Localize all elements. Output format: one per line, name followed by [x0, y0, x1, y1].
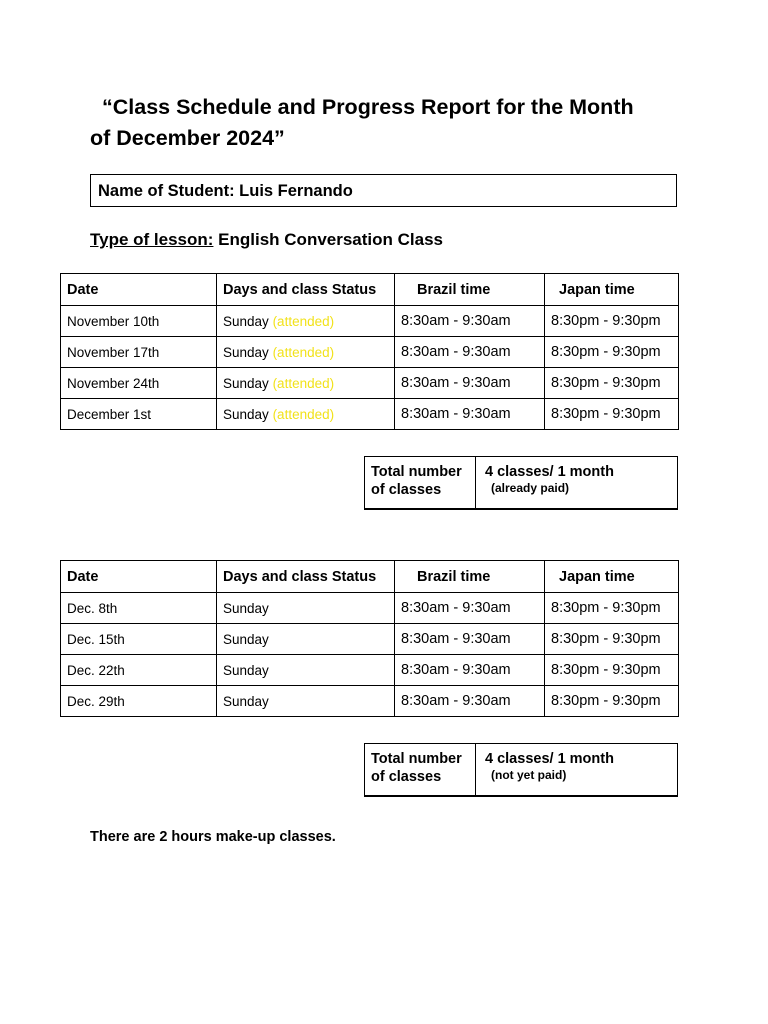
total-label-line2: of classes [371, 769, 442, 785]
cell-day: Sunday [217, 686, 395, 717]
table-row [61, 368, 679, 399]
cell-day: Sunday [223, 313, 269, 329]
cell-brazil-time: 8:30am - 9:30am [395, 686, 545, 717]
schedule-table-november [60, 273, 679, 430]
table-row [61, 593, 679, 624]
report-title-line1: “Class Schedule and Progress Report for the Month [102, 95, 634, 119]
total-label-line1: Total number [371, 464, 462, 480]
cell-brazil-time: 8:30am - 9:30am [395, 624, 545, 655]
cell-japan-time: 8:30pm - 9:30pm [545, 368, 679, 399]
cell-brazil-time: 8:30am - 9:30am [395, 593, 545, 624]
cell-date: Dec. 8th [61, 593, 217, 624]
status-attended: (attended) [272, 344, 335, 360]
cell-date: November 17th [61, 337, 217, 368]
cell-date: November 24th [61, 368, 217, 399]
header-date: Date [61, 274, 217, 306]
header-date: Date [61, 561, 217, 593]
total-label-line2: of classes [371, 482, 442, 498]
header-brazil-time: Brazil time [395, 274, 545, 306]
cell-date: Dec. 15th [61, 624, 217, 655]
lesson-type-value: English Conversation Class [213, 230, 443, 249]
table-header-row [61, 561, 679, 593]
cell-japan-time: 8:30pm - 9:30pm [545, 686, 679, 717]
header-japan-time: Japan time [545, 274, 679, 306]
cell-date: December 1st [61, 399, 217, 430]
cell-japan-time: 8:30pm - 9:30pm [545, 337, 679, 368]
total-classes-box-november [364, 456, 678, 510]
cell-day-status [217, 399, 395, 430]
total-value [476, 744, 614, 795]
header-brazil-time: Brazil time [395, 561, 545, 593]
cell-japan-time: 8:30pm - 9:30pm [545, 593, 679, 624]
cell-brazil-time: 8:30am - 9:30am [395, 399, 545, 430]
table-row [61, 655, 679, 686]
lesson-type-label: Type of lesson: [90, 230, 214, 249]
lesson-type [90, 230, 443, 250]
total-count: 4 classes/ 1 month [485, 751, 614, 767]
cell-date: Dec. 29th [61, 686, 217, 717]
cell-japan-time: 8:30pm - 9:30pm [545, 624, 679, 655]
header-japan-time: Japan time [545, 561, 679, 593]
table-header-row [61, 274, 679, 306]
cell-day: Sunday [217, 593, 395, 624]
cell-day-status [217, 306, 395, 337]
total-label-line1: Total number [371, 751, 462, 767]
cell-day-status [217, 337, 395, 368]
cell-date: Dec. 22th [61, 655, 217, 686]
cell-brazil-time: 8:30am - 9:30am [395, 368, 545, 399]
total-value [476, 457, 614, 508]
status-attended: (attended) [272, 406, 335, 422]
cell-brazil-time: 8:30am - 9:30am [395, 655, 545, 686]
makeup-classes-note: There are 2 hours make-up classes. [90, 829, 336, 845]
cell-day: Sunday [217, 624, 395, 655]
table-row [61, 399, 679, 430]
cell-day-status [217, 368, 395, 399]
total-label [365, 457, 476, 508]
cell-japan-time: 8:30pm - 9:30pm [545, 399, 679, 430]
student-name-box: Name of Student: Luis Fernando [90, 174, 677, 207]
table-row [61, 686, 679, 717]
cell-brazil-time: 8:30am - 9:30am [395, 306, 545, 337]
report-title-line2: of December 2024” [90, 126, 285, 150]
total-label [365, 744, 476, 795]
table-row [61, 337, 679, 368]
table-row [61, 306, 679, 337]
cell-day: Sunday [223, 344, 269, 360]
total-count: 4 classes/ 1 month [485, 464, 614, 480]
status-attended: (attended) [272, 375, 335, 391]
cell-japan-time: 8:30pm - 9:30pm [545, 655, 679, 686]
cell-brazil-time: 8:30am - 9:30am [395, 337, 545, 368]
cell-japan-time: 8:30pm - 9:30pm [545, 306, 679, 337]
schedule-table-december [60, 560, 679, 717]
payment-status: (already paid) [491, 481, 570, 495]
cell-day: Sunday [217, 655, 395, 686]
total-classes-box-december [364, 743, 678, 797]
cell-day: Sunday [223, 375, 269, 391]
status-attended: (attended) [272, 313, 335, 329]
header-days-status: Days and class Status [217, 274, 395, 306]
cell-date: November 10th [61, 306, 217, 337]
payment-status: (not yet paid) [491, 768, 567, 782]
header-days-status: Days and class Status [217, 561, 395, 593]
cell-day: Sunday [223, 406, 269, 422]
table-row [61, 624, 679, 655]
report-title [90, 92, 690, 154]
